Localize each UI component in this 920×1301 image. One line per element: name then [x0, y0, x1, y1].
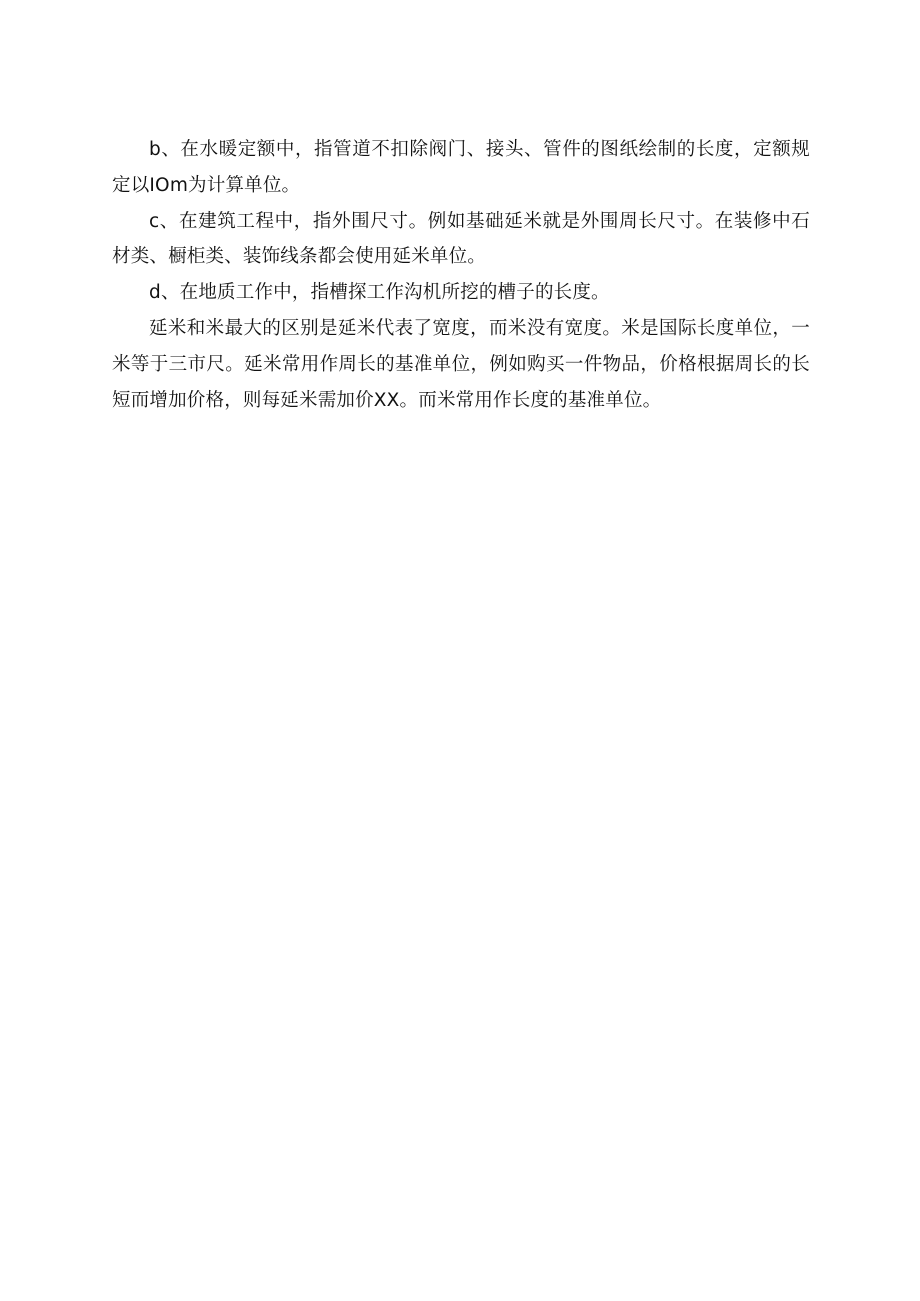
- paragraph-d-geology: d、在地质工作中，指槽探工作沟机所挖的槽子的长度。: [149, 282, 610, 304]
- paragraph-difference: 延米和米最大的区别是延米代表了宽度，而米没有宽度。米是国际长度单位，一米等于三市尺。延米常用作周长的基准单位，例如购买一件物品，价格根据周长的长短而增加价格，则每延米需加价XX。而米常用作长度的基准单位。: [112, 317, 810, 411]
- paragraph-b-plumbing-quota: b、在水暖定额中，指管道不扣除阀门、接头、管件的图纸绘制的长度，定额规定以IOm为计算单位。: [112, 139, 810, 196]
- document-body: [112, 132, 810, 418]
- paragraph-c-construction: c、在建筑工程中，指外围尺寸。例如基础延米就是外围周长尺寸。在装修中石材类、橱柜类、装饰线条都会使用延米单位。: [112, 210, 810, 268]
